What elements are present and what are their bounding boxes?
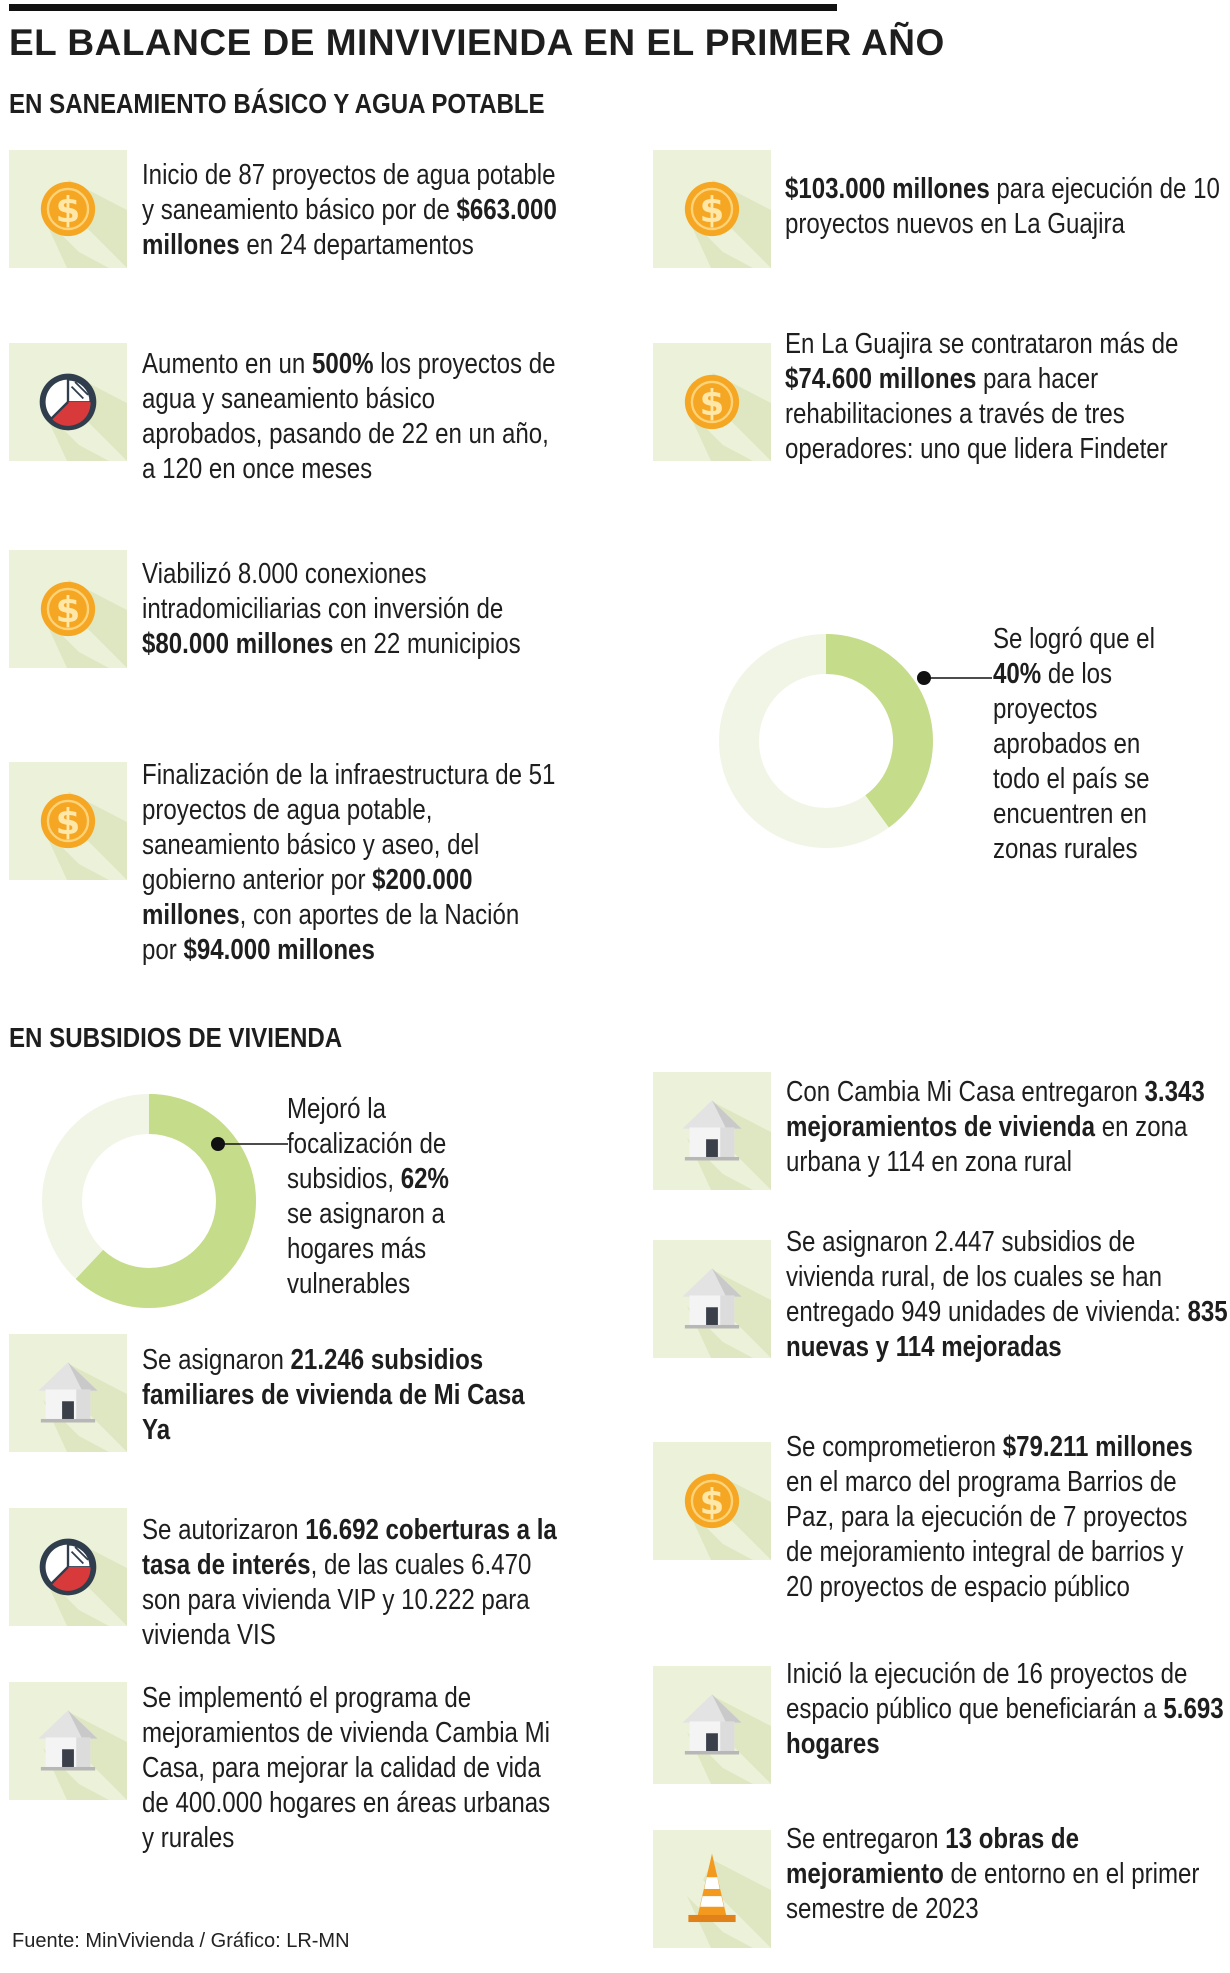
water-item-text	[142, 758, 557, 968]
housing-item-text	[786, 1822, 1230, 1927]
body-text: Se asignaron	[142, 1344, 291, 1376]
housing-item-text	[142, 1681, 565, 1856]
icon-box	[9, 762, 127, 880]
highlight-text: 40%	[993, 658, 1042, 690]
water-item-text	[142, 557, 557, 662]
water-item-text	[785, 327, 1229, 467]
icon-box	[653, 343, 771, 461]
dollar-coin-icon	[9, 550, 127, 668]
icon-box	[9, 1508, 127, 1626]
body-text: de entorno en el primer semestre de 2023	[786, 1858, 1200, 1925]
house-icon	[653, 1240, 771, 1358]
subsidy-share-text	[287, 1092, 474, 1302]
highlight-text: 21.246 subsidios familiares de vivienda de Mi Casa Ya	[142, 1344, 525, 1446]
highlight-text: $74.600 millones	[785, 363, 977, 395]
callout-line	[208, 1136, 288, 1152]
house-icon	[9, 1334, 127, 1452]
icon-box	[9, 343, 127, 461]
section-heading-water: EN SANEAMIENTO BÁSICO Y AGUA POTABLE	[9, 88, 545, 119]
body-text: Inicio de 87 proyectos de agua potable y saneamiento básico por de	[142, 159, 556, 226]
body-text: de los proyectos aprobados en todo el país se encuentren en zonas rurales	[993, 658, 1150, 865]
section-heading-housing: EN SUBSIDIOS DE VIVIENDA	[9, 1022, 343, 1053]
svg-text:$: $	[699, 382, 725, 424]
highlight-text: $200.000 millones	[142, 864, 473, 931]
body-text: Se entregaron	[786, 1823, 946, 1855]
icon-box	[9, 1682, 127, 1800]
pie-chart-icon	[9, 343, 127, 461]
housing-item-text	[786, 1225, 1230, 1365]
highlight-text: 835 nuevas y 114 mejoradas	[786, 1296, 1228, 1363]
house-icon	[9, 1682, 127, 1800]
dollar-coin-icon	[9, 150, 127, 268]
source-credit: Fuente: MinVivienda / Gráfico: LR-MN	[12, 1930, 350, 1952]
body-text: Mejoró la focalización de subsidios,	[287, 1093, 447, 1195]
callout-line	[912, 670, 992, 686]
highlight-text: $103.000 millones	[785, 173, 990, 205]
icon-box	[653, 1830, 771, 1948]
svg-text:$: $	[699, 189, 725, 231]
icon-box	[653, 1442, 771, 1560]
water-item-text	[142, 158, 561, 263]
dollar-coin-icon	[9, 762, 127, 880]
icon-box	[9, 150, 127, 268]
dollar-coin-icon	[653, 150, 771, 268]
highlight-text: $79.211 millones	[1002, 1431, 1193, 1463]
highlight-text: 500%	[311, 348, 374, 380]
body-text: los proyectos de agua y saneamiento básico aprobados, pasando de 22 en un año, a 120 en once meses	[142, 348, 556, 485]
body-text: Inició la ejecución de 16 proyectos de espacio público que beneficiarán a	[786, 1658, 1188, 1725]
icon-box	[653, 150, 771, 268]
svg-text:$: $	[55, 589, 81, 631]
highlight-text: 16.692 coberturas a la tasa de interés	[142, 1514, 557, 1581]
body-text: se asignaron a hogares más vulnerables	[287, 1198, 445, 1300]
icon-box	[9, 550, 127, 668]
highlight-text: $80.000 millones	[142, 628, 334, 660]
housing-item-text	[786, 1657, 1230, 1762]
housing-item-text	[786, 1075, 1230, 1180]
dollar-coin-icon	[653, 1442, 771, 1560]
body-text: en el marco del programa Barrios de Paz, para la ejecución de 7 proyectos de mejoramiento integral de barrios y 20 proyectos de espacio público	[786, 1466, 1188, 1603]
icon-box	[653, 1666, 771, 1784]
housing-item-text	[142, 1343, 540, 1448]
water-item-text	[142, 347, 557, 487]
title-rule	[9, 4, 837, 11]
housing-item-text	[786, 1430, 1209, 1605]
water-item-text	[785, 172, 1229, 242]
pie-chart-icon	[9, 1508, 127, 1626]
body-text: Se logró que el	[993, 623, 1155, 655]
body-text: en 24 departamentos	[239, 229, 474, 261]
body-text: Aumento en un	[142, 348, 312, 380]
highlight-text: $94.000 millones	[183, 934, 375, 966]
highlight-text: 3.343 mejoramientos de vivienda	[786, 1076, 1205, 1143]
body-text: Se implementó el programa de mejoramientos de vivienda Cambia Mi Casa, para mejorar la calidad de vida de 400.000 hogares en áreas urbanas y rurales	[142, 1682, 551, 1854]
body-text: para hacer rehabilitaciones a través de tres operadores: uno que lidera Findeter	[785, 363, 1168, 465]
body-text: , con aportes de la Nación por	[142, 899, 520, 966]
body-text: Viabilizó 8.000 conexiones intradomiciliarias con inversión de	[142, 558, 504, 625]
icon-box	[653, 1072, 771, 1190]
svg-text:$: $	[699, 1481, 725, 1523]
subsidy-share-donut	[38, 1090, 260, 1312]
icon-box	[9, 1334, 127, 1452]
body-text: en zona urbana y 114 en zona rural	[786, 1111, 1188, 1178]
highlight-text: 13 obras de mejoramiento	[786, 1823, 1080, 1890]
svg-text:$: $	[55, 801, 81, 843]
body-text: En La Guajira se contrataron más de	[785, 328, 1179, 360]
donut-value-arc	[826, 654, 913, 811]
highlight-text: 5.693 hogares	[786, 1693, 1224, 1760]
traffic-cone-icon	[653, 1830, 771, 1948]
body-text: Se autorizaron	[142, 1514, 306, 1546]
icon-box	[653, 1240, 771, 1358]
rural-share-text	[993, 622, 1180, 867]
body-text: en 22 municipios	[333, 628, 521, 660]
housing-item-text	[142, 1513, 561, 1653]
body-text: Finalización de la infraestructura de 51 proyectos de agua potable, saneamiento básico y aseo, del gobierno anterior por	[142, 759, 556, 896]
body-text: para ejecución de 10 proyectos nuevos en La Guajira	[785, 173, 1220, 240]
house-icon	[653, 1666, 771, 1784]
highlight-text: $663.000 millones	[142, 194, 557, 261]
body-text: Se comprometieron	[786, 1431, 1003, 1463]
dollar-coin-icon	[653, 343, 771, 461]
house-icon	[653, 1072, 771, 1190]
body-text: Con Cambia Mi Casa entregaron	[786, 1076, 1145, 1108]
rural-share-donut	[715, 630, 937, 852]
highlight-text: 62%	[400, 1163, 449, 1195]
svg-text:$: $	[55, 189, 81, 231]
body-text: Se asignaron 2.447 subsidios de vivienda rural, de los cuales se han entregado 949 unidades de vivienda:	[786, 1226, 1188, 1328]
page-title: EL BALANCE DE MINVIVIENDA EN EL PRIMER AÑO	[9, 22, 945, 63]
body-text: , de las cuales 6.470 son para vivienda VIP y 10.222 para vivienda VIS	[142, 1549, 532, 1651]
